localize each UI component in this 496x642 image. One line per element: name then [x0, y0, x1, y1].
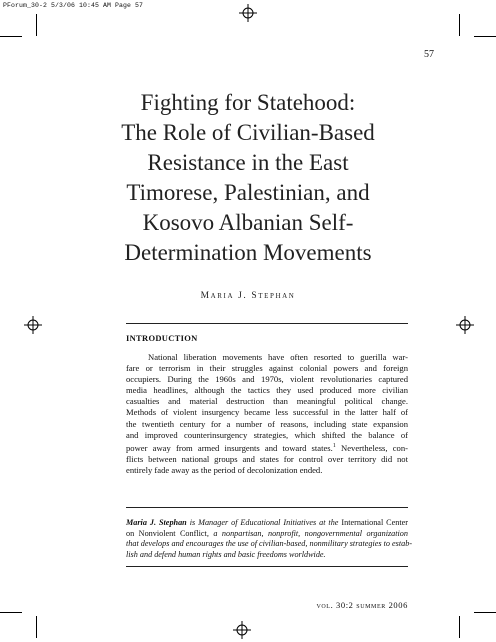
body-line: National liberation movements have often resorted to guerilla war-	[148, 352, 408, 362]
bio-line	[126, 529, 408, 540]
crop-mark-top-left-v	[36, 14, 37, 36]
registration-mark-top-icon	[239, 4, 257, 22]
crop-mark-bottom-right-h	[474, 612, 496, 613]
bio-org-name: International Center	[341, 518, 409, 527]
article-title	[60, 88, 436, 268]
bio-org-name-cont: on Nonviolent Conflict	[126, 528, 207, 538]
crop-mark-bottom-right-v	[459, 616, 460, 638]
bio-line	[126, 550, 408, 561]
body-line: media headlines, although the tactics they used produced more civilian	[126, 385, 408, 396]
page-number: 57	[424, 49, 434, 60]
body-line-tail: Nevertheless, con-	[335, 442, 408, 453]
title-line: Kosovo Albanian Self-	[142, 210, 354, 235]
body-paragraph	[126, 352, 408, 476]
body-line: Methods of violent insurgency became less successful in the latter half of	[126, 407, 408, 418]
body-line: the twentieth century for a number of reasons, including state expansion	[126, 418, 408, 429]
body-line	[126, 441, 408, 454]
body-line: fare or terrorism in their struggles against colonial powers and foreign	[126, 363, 408, 374]
title-line: Determination Movements	[124, 240, 372, 265]
crop-mark-bottom-left-v	[36, 616, 37, 638]
title-line: Resistance in the East	[147, 150, 349, 175]
bio-org-desc: , a nonpartisan, nonprofit, nongovernmental organization	[206, 528, 408, 538]
bio-divider-bottom	[126, 566, 408, 567]
bio-line	[126, 518, 408, 529]
crop-mark-top-left-h	[0, 36, 22, 37]
crop-mark-top-right-v	[459, 14, 460, 36]
title-line: Timorese, Palestinian, and	[126, 180, 370, 205]
crop-mark-bottom-left-h	[0, 612, 22, 613]
title-line: Fighting for Statehood:	[140, 90, 356, 115]
body-line: entirely fade away as the period of decolonization ended.	[126, 464, 323, 475]
section-divider-top	[126, 323, 408, 324]
body-line: flicts between national groups and states for control over territory did not	[126, 453, 408, 464]
section-heading: INTRODUCTION	[126, 333, 198, 343]
bio-author-name: Maria J. Stephan	[126, 518, 187, 527]
registration-mark-bottom-icon	[233, 621, 251, 639]
printer-slug-line: PForum_30-2 5/3/06 10:45 AM Page 57	[3, 2, 144, 9]
crop-mark-top-right-h	[474, 36, 496, 37]
body-line: and improved counterinsurgency strategies, which shifted the balance of	[126, 429, 408, 440]
body-line-text: power away from armed insurgents and toward states.	[126, 442, 333, 453]
bio-divider	[126, 507, 408, 508]
journal-issue-footer: vol. 30:2 summer 2006	[316, 600, 408, 610]
registration-mark-left-icon	[24, 316, 42, 334]
bio-org-desc: lish and defend human rights and basic freedoms worldwide.	[126, 550, 326, 560]
bio-role: is Manager of Educational Initiatives at the	[186, 518, 342, 527]
registration-mark-right-icon	[456, 316, 474, 334]
author-bio	[126, 518, 413, 561]
bio-line	[126, 539, 413, 550]
body-line: occupiers. During the 1960s and 1970s, violent revolutionaries captured	[126, 374, 408, 385]
bio-org-desc: that develops and encourages the use of civilian-based, nonmilitary strategies to estab-	[126, 539, 413, 549]
author-byline: Maria J. Stephan	[200, 291, 296, 301]
title-line: The Role of Civilian-Based	[121, 120, 375, 145]
footnote-marker[interactable]: 1	[332, 442, 336, 449]
body-line: casualties and material destruction than meaningful political change.	[126, 396, 408, 407]
